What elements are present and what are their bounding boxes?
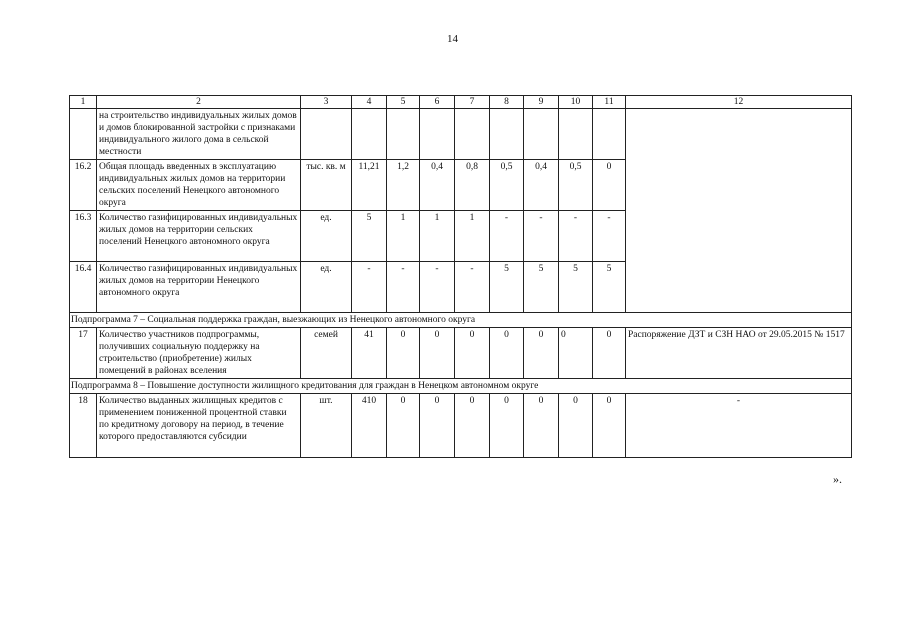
indicator-name: Количество газифицированных индивидуальных жилых домов на территории Ненецкого автономного округа xyxy=(97,262,301,313)
value-cell: 5 xyxy=(559,262,593,313)
row-number: 16.3 xyxy=(70,211,97,262)
section-row xyxy=(70,379,852,394)
table-row xyxy=(70,328,852,379)
value-cell: 0,5 xyxy=(490,160,524,211)
col-header-6: 6 xyxy=(420,96,455,109)
value-cell: 1 xyxy=(455,211,490,262)
value-cell: 410 xyxy=(352,394,387,458)
col-header-11: 11 xyxy=(593,96,626,109)
note-cell-empty xyxy=(626,109,852,313)
section-row xyxy=(70,313,852,328)
value-cell: 0 xyxy=(420,394,455,458)
value-cell: 0 xyxy=(524,328,559,379)
value-cell: - xyxy=(490,211,524,262)
value-cell: - xyxy=(524,211,559,262)
col-header-9: 9 xyxy=(524,96,559,109)
value-cell: - xyxy=(387,262,420,313)
indicator-name: Количество участников подпрограммы, получивших социальную поддержку на строительство (приобретение) жилых помещений в районах вселения xyxy=(97,328,301,379)
row-number: 17 xyxy=(70,328,97,379)
indicator-name: на строительство индивидуальных жилых домов и домов блокированной застройки с признаками индивидуального жилого дома в сельской местности xyxy=(97,109,301,160)
col-header-3: 3 xyxy=(301,96,352,109)
value-cell: 11,21 xyxy=(352,160,387,211)
row-number: 16.2 xyxy=(70,160,97,211)
value-cell: - xyxy=(455,262,490,313)
value-cell: 0 xyxy=(455,394,490,458)
value-cell: 5 xyxy=(593,262,626,313)
value-cell: 0 xyxy=(593,328,626,379)
col-header-2: 2 xyxy=(97,96,301,109)
value-cell: 5 xyxy=(490,262,524,313)
value-cell: 0 xyxy=(490,328,524,379)
legal-basis-note: - xyxy=(626,394,852,458)
value-cell: 0 xyxy=(387,328,420,379)
legal-basis-note: Распоряжение ДЗТ и СЗН НАО от 29.05.2015 № 1517 xyxy=(626,328,852,379)
row-number: 18 xyxy=(70,394,97,458)
indicator-name: Общая площадь введенных в эксплуатацию индивидуальных жилых домов на территории сельских поселений Ненецкого автономного округа xyxy=(97,160,301,211)
row-number: 16.4 xyxy=(70,262,97,313)
value-cell: 0 xyxy=(387,394,420,458)
col-header-5: 5 xyxy=(387,96,420,109)
value-cell: - xyxy=(420,262,455,313)
value-cell: 41 xyxy=(352,328,387,379)
value-cell: 1 xyxy=(420,211,455,262)
value-cell: 0 xyxy=(490,394,524,458)
table-row xyxy=(70,109,852,160)
col-header-1: 1 xyxy=(70,96,97,109)
col-header-12: 12 xyxy=(626,96,852,109)
value-cell: 0,4 xyxy=(420,160,455,211)
value-cell: 0 xyxy=(559,328,593,379)
unit: шт. xyxy=(301,394,352,458)
value-cell: 5 xyxy=(352,211,387,262)
unit: семей xyxy=(301,328,352,379)
table-row xyxy=(70,394,852,458)
value-cell: 0,4 xyxy=(524,160,559,211)
col-header-4: 4 xyxy=(352,96,387,109)
value-cell: 0 xyxy=(455,328,490,379)
closing-quote-mark: ». xyxy=(833,472,842,486)
value-cell: 0,5 xyxy=(559,160,593,211)
indicators-table xyxy=(69,95,852,458)
subprogram-8-heading: Подпрограмма 8 – Повышение доступности жилищного кредитования для граждан в Ненецком автономном округе xyxy=(70,379,852,394)
col-header-8: 8 xyxy=(490,96,524,109)
value-cell: 5 xyxy=(524,262,559,313)
value-cell: 1 xyxy=(387,211,420,262)
value-cell: 0 xyxy=(559,394,593,458)
col-header-10: 10 xyxy=(559,96,593,109)
unit: тыс. кв. м xyxy=(301,160,352,211)
column-numbers-row xyxy=(70,96,852,109)
value-cell: 0,8 xyxy=(455,160,490,211)
indicator-name: Количество выданных жилищных кредитов с применением пониженной процентной ставки по кредитному договору на период, в течение которого предоставляются субсидии xyxy=(97,394,301,458)
value-cell: - xyxy=(559,211,593,262)
value-cell: 1,2 xyxy=(387,160,420,211)
value-cell: - xyxy=(352,262,387,313)
col-header-7: 7 xyxy=(455,96,490,109)
value-cell: - xyxy=(593,211,626,262)
value-cell: 0 xyxy=(420,328,455,379)
subprogram-7-heading: Подпрограмма 7 – Социальная поддержка граждан, выезжающих из Ненецкого автономного округа xyxy=(70,313,852,328)
value-cell: 0 xyxy=(593,160,626,211)
value-cell: 0 xyxy=(524,394,559,458)
indicator-name: Количество газифицированных индивидуальных жилых домов на территории сельских поселений Ненецкого автономного округа xyxy=(97,211,301,262)
unit: ед. xyxy=(301,262,352,313)
page-number: 14 xyxy=(447,33,458,45)
unit: ед. xyxy=(301,211,352,262)
value-cell: 0 xyxy=(593,394,626,458)
